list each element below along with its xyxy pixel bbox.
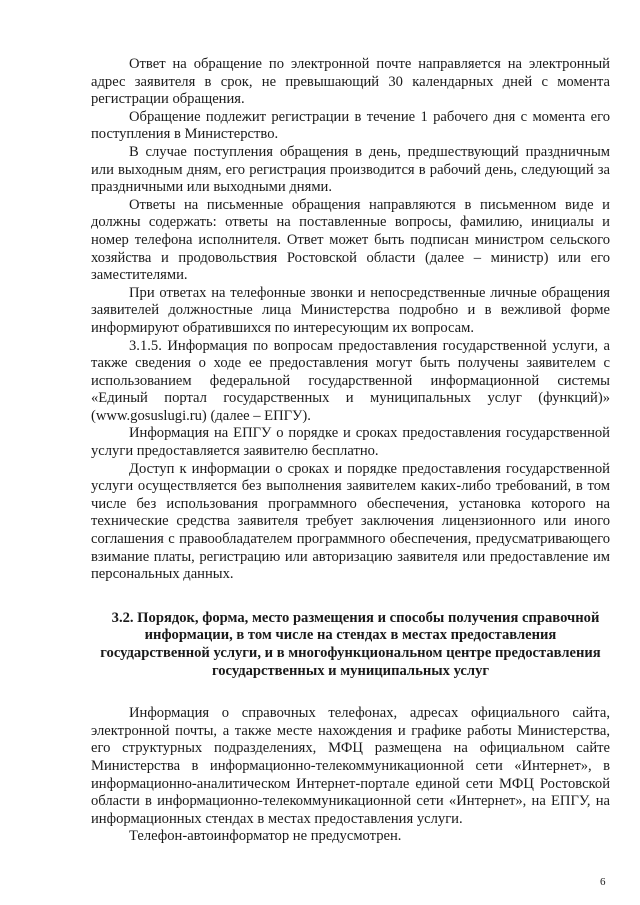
section-heading-3-2: 3.2. Порядок, форма, место размещения и способы получения справочной информации, в том числе на стендах в местах предоставления государственной услуги, и в многофункциональном центре предоставления государственных и муниципальных услуг xyxy=(100,609,601,679)
paragraph-registration-deadline: Обращение подлежит регистрации в течение 1 рабочего дня с момента его поступления в Министерство. xyxy=(91,108,610,143)
paragraph-epgu-free: Информация на ЕПГУ о порядке и сроках предоставления государственной услуги предоставляется заявителю бесплатно. xyxy=(91,425,610,460)
paragraph-written-responses: Ответы на письменные обращения направляются в письменном виде и должны содержать: ответы на поставленные вопросы, фамилию, инициалы и номер телефона исполнителя. Ответ может быть подписан министром сельского хозяйства и продовольствия Ростовской области (далее – министр) или его заместителями. xyxy=(91,196,610,284)
page-number: 6 xyxy=(600,876,606,888)
paragraph-access-information: Доступ к информации о сроках и порядке предоставления государственной услуги осуществляется без выполнения заявителем каких-либо требований, в том числе без использования программного обеспечения, установка которого на технические средства заявителя требует заключения лицензионного или иного соглашения с правообладателем программного обеспечения, предусматривающего взимание платы, регистрацию или авторизацию заявителя или предоставление им персональных данных. xyxy=(91,460,610,583)
document-body xyxy=(91,56,610,846)
paragraph-email-response: Ответ на обращение по электронной почте направляется на электронный адрес заявителя в срок, не превышающий 30 календарных дней с момента регистрации обращения. xyxy=(91,56,610,108)
paragraph-holiday-registration: В случае поступления обращения в день, предшествующий праздничным или выходным дням, его регистрация производится в рабочий день, следующий за праздничными или выходными днями. xyxy=(91,143,610,196)
paragraph-autoinformer: Телефон-автоинформатор не предусмотрен. xyxy=(129,828,402,845)
paragraph-section-3-1-5: 3.1.5. Информация по вопросам предоставления государственной услуги, а также сведения о ходе ее предоставления могут быть получены заявителем с использованием федеральной государственной информационной системы «Единый портал государственных и муниципальных услуг (функций)» (www.gosuslugi.ru) (далее – ЕПГУ). xyxy=(91,337,610,424)
paragraph-phone-responses: При ответах на телефонные звонки и непосредственные личные обращения заявителей должностные лица Министерства подробно и в вежливой форме информируют обратившихся по интересующим их вопросам. xyxy=(91,284,610,336)
paragraph-reference-info: Информация о справочных телефонах, адресах официального сайта, электронной почты, а также месте нахождения и графике работы Министерства, его структурных подразделениях, МФЦ размещена на официальном сайте Министерства в информационно-телекоммуникационной сети «Интернет», в информационно-аналитическом Интернет-портале единой сети МФЦ Ростовской области в информационно-телекоммуникационной сети «Интернет», на ЕПГУ, на информационных стендах в местах предоставления услуги. xyxy=(91,705,610,827)
